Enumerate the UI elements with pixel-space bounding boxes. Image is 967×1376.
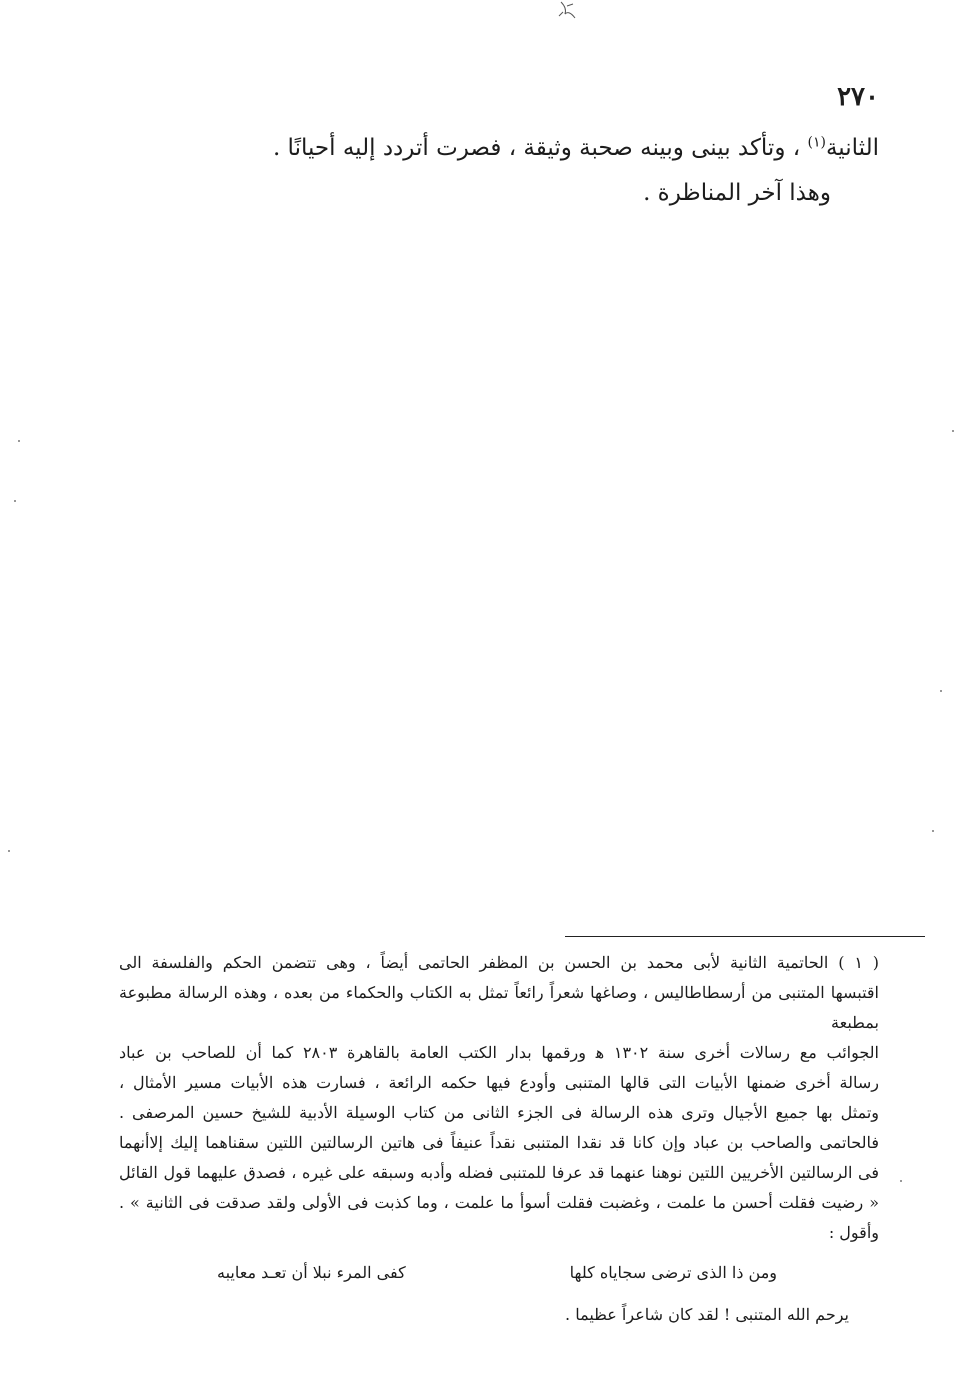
footnote-line: الجوائب مع رسالات أخرى سنة ١٣٠٢ ﻫ ورقمها بدار الكتب العامة بالقاهرة ٢٨٠٣ كما أن للصاحب بن عباد bbox=[119, 1043, 879, 1062]
scan-speck bbox=[932, 830, 934, 832]
footnote bbox=[119, 948, 879, 1248]
closing-line: يرحم الله المتنبى ! لقد كان شاعراً عظيما . bbox=[565, 1305, 849, 1324]
footnote-line: ( ١ ) الحاتمية الثانية لأبى محمد بن الحسن بن المظفر الحاتمى أيضاً ، وهى تتضمن الحكم والفلسفة الى bbox=[119, 953, 879, 972]
footnote-reference[interactable]: (١) bbox=[807, 134, 826, 151]
main-text-line bbox=[159, 126, 879, 171]
scan-speck bbox=[18, 440, 20, 442]
footnote-separator bbox=[565, 936, 925, 937]
main-text-line: وهذا آخر المناظرة . bbox=[643, 180, 831, 206]
scan-speck bbox=[8, 850, 10, 852]
poetry-verse bbox=[217, 1260, 777, 1286]
verse-hemistich-left: كفى المرء نبلا أن تعـد معايبه bbox=[217, 1263, 406, 1282]
scan-speck bbox=[14, 500, 16, 502]
main-text-segment: ، وتأكد بينى وبينه صحبة وثيقة ، فصرت أتردد إليه أحيانًا . bbox=[272, 135, 808, 161]
scan-speck bbox=[940, 690, 942, 692]
scan-speck bbox=[900, 1180, 902, 1182]
footnote-line: فالحاتمى والصاحب بن عباد وإن كانا قد نقدا المتنبى نقداً عنيفاً فى هاتين الرسالتين اللتين سقناهما إليك إلاأنهما bbox=[119, 1133, 879, 1152]
page-number: ٢٧٠ bbox=[837, 82, 879, 112]
scan-mark-icon bbox=[555, 0, 585, 22]
scan-speck bbox=[952, 430, 954, 432]
footnote-line: اقتبسها المتنبى من أرسطاطاليس ، وصاغها شعراً رائعاً تمثل به الكتاب والحكماء من بعده ، وهذه الرسالة مطبوعة بمطبعة bbox=[119, 983, 879, 1032]
footnote-line: وتمثل بها جميع الأجيال وترى هذه الرسالة فى الجزء الثانى من كتاب الوسيلة الأدبية للشيخ حسين المرصفى . bbox=[119, 1103, 879, 1122]
main-text-segment: الثانية bbox=[825, 135, 879, 161]
footnote-line: « رضيت فقلت أحسن ما علمت ، وغضبت فقلت أسوأ ما علمت ، وما كذبت فى الأولى ولقد صدقت فى الثانية » . bbox=[119, 1193, 879, 1212]
footnote-line: رسالة أخرى ضمنها الأبيات التى قالها المتنبى وأودع فيها حكمه الرائعة ، فسارت هذه الأبيات مسير الأمثال ، bbox=[119, 1073, 879, 1092]
verse-hemistich-right: ومن ذا الذى ترضى سجاياه كلها bbox=[569, 1263, 777, 1282]
main-text bbox=[159, 126, 879, 216]
footnote-line: وأقول : bbox=[828, 1223, 879, 1242]
footnote-line: فى الرسالتين الأخريين اللتين نوهنا عنهما قد عرفا للمتنبى فضله وأدبه وسبقه على غيره ، فصدق عليهما قول القائل bbox=[119, 1163, 879, 1182]
